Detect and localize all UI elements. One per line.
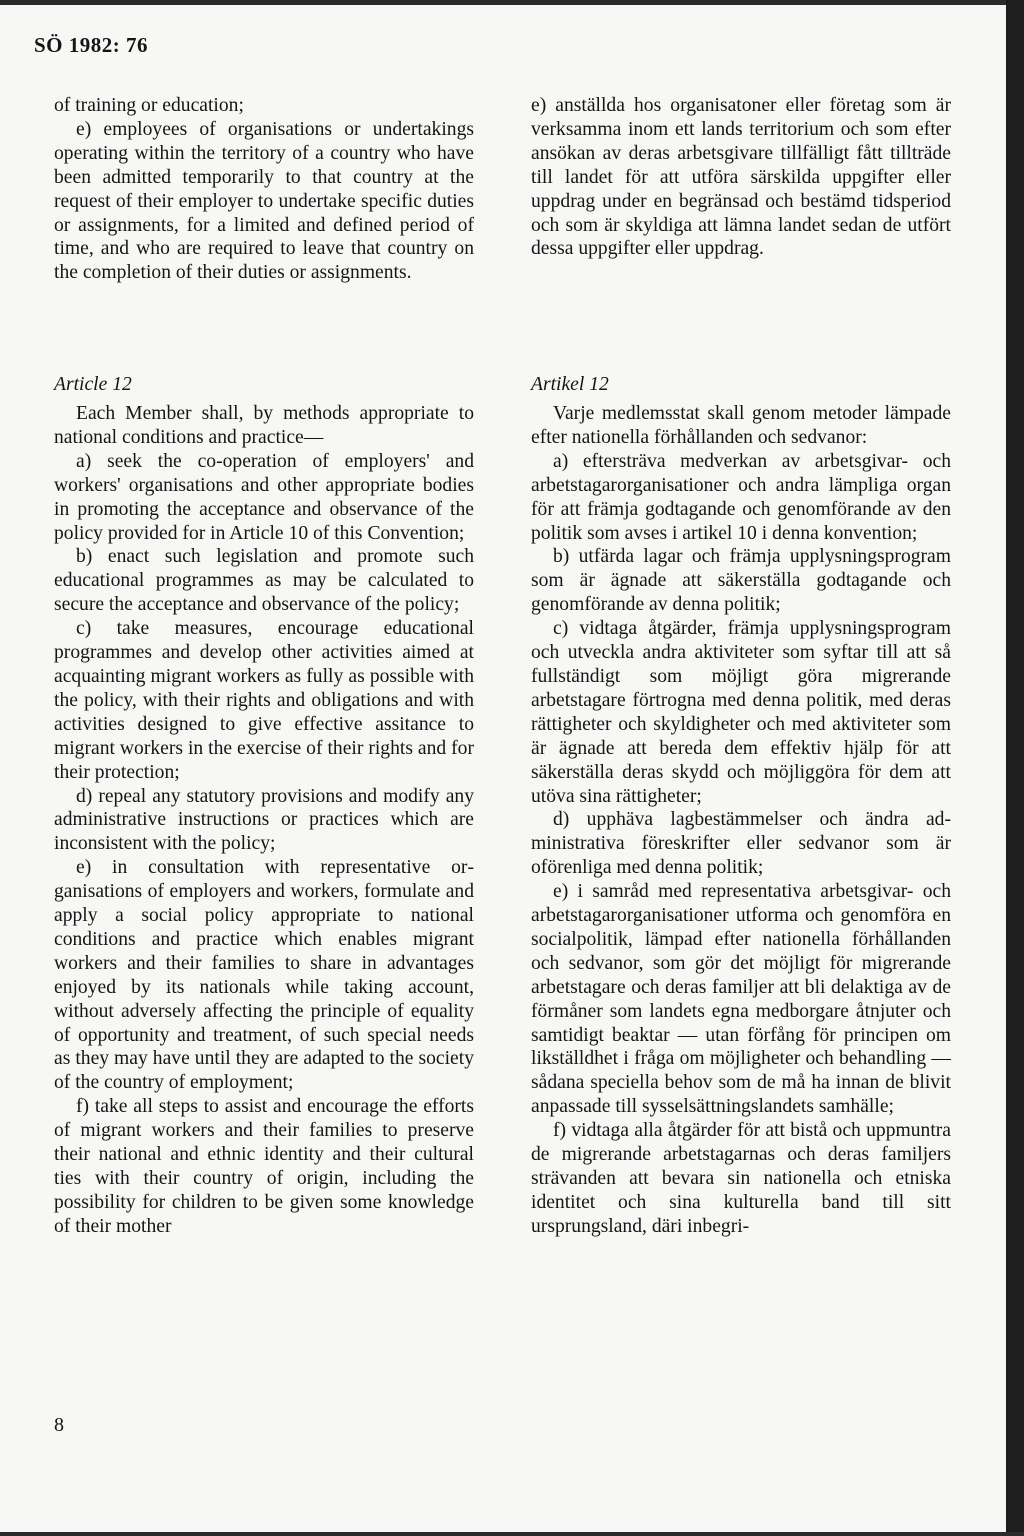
english-paragraph: Each Member shall, by methods appropriate to national conditions and practice— [54,403,474,448]
english-paragraph: d) repeal any statutory provisions and modify any administrative instructions or practices which are inconsistent with the policy; [54,785,474,855]
running-head: SÖ 1982: 76 [34,33,149,57]
swedish-paragraph: a) eftersträva medverkan av arbetsgivar- och arbetstagarorganisationer och andra lämpliga organ för att främja godtagande och genomförande av den politik som avses i artikel 10 i denna konvention; [531,450,951,544]
english-paragraph: of training or education; [54,95,244,116]
swedish-paragraph: Varje medlemsstat skall genom metoder lämpade efter nationella förhållanden och sedvanor: [531,403,951,448]
swedish-top-text [531,94,951,261]
page-number: 8 [54,1414,64,1436]
scan-right-edge [1006,0,1024,1536]
english-top-text [54,94,474,285]
swedish-paragraph: c) vidtaga åtgärder, främja upplysningsprogram och utveckla andra aktiviteter som syftar till att så fullständigt som möjligt göra migrerande arbetstagare förtrogna med denna politik, med deras rättigheter och skyldigheter och med aktiviteter som är ägnade att bereda dem effektiv hjälp för att säkerställa deras skydd och möjliggöra för dem att utöva sina rättigheter; [531,618,951,807]
swedish-paragraph: d) upphäva lagbestämmelser och ändra administrativa föreskrifter eller sedvanor som är oförenliga med denna politik; [531,809,951,879]
swedish-article-body [531,402,951,1239]
english-paragraph: b) enact such legislation and promote such educational programmes as may be calculated to secure the acceptance and observance of the policy; [54,546,474,616]
swedish-paragraph: b) utfärda lagar och främja upplysningsprogram som är ägnade att säkerställa godtagande och genomförande av denna politik; [531,546,951,616]
english-article-body [54,402,474,1239]
english-paragraph: c) take measures, encourage educational programmes and develop other activities aimed at acquainting migrant workers as fully as possible with the policy, with their rights and obligations and with activities designed to give effective assitance to migrant workers in the exercise of their rights and for their protection; [54,618,474,783]
english-paragraph: e) employees of organisations or undertakings operating within the territory of a country who have been admitted temporarily to that country at the request of their employer to undertake specific duties or assignments, for a limited and defined period of time, and who are required to leave that country on the completion of their duties or assignments. [54,118,474,284]
swedish-article-heading: Artikel 12 [531,374,609,395]
swedish-paragraph: e) anställda hos organisatoner eller företag som är verksamma inom ett lands territorium och som efter ansökan av deras arbetsgivare tillfälligt fått tillträde till landet för att utföra särskilda uppgifter eller uppdrag under en begränsad och bestämd tidsperiod och som är skyldiga att lämna landet sedan de utfört dessa uppgifter eller uppdrag. [531,95,951,260]
english-paragraph: f) take all steps to assist and encourage the efforts of migrant workers and their families to preserve their national and ethnic identity and their cultural ties with their country of origin, including the possibility for children to be given some knowledge of their mother [54,1096,474,1237]
swedish-paragraph: f) vidtaga alla åtgärder för att bistå och uppmuntra de migrerande arbetstagarnas och deras familjers strävanden att bevara sin nationella och etniska identitet och sina kulturella band till sitt ursprungsland, däri inbegri- [531,1120,951,1237]
scan-bottom-edge [0,1532,1024,1536]
swedish-paragraph: e) i samråd med representativa arbetsgivar- och arbetstagarorganisationer utforma och genomföra en socialpolitik, lämpad efter nationella förhållanden och sedvanor, som gör det möjligt för migrerande arbetstagare och deras familjer att bli delaktiga av de förmåner som landets egna medborgare åtnjuter och samtidigt beaktar — utan förfång för principen om likställdhet i fråga om möjligheter och behandling — sådana speciella behov som de må ha innan de blivit anpassade till sysselsättningslandets samhälle; [531,881,951,1118]
english-article-heading: Article 12 [54,374,132,395]
english-paragraph: a) seek the co-operation of employers' and workers' organisations and other appropriate bodies in promoting the acceptance and observance of the policy provided for in Article 10 of this Convention; [54,450,474,544]
scan-top-edge [0,0,1024,5]
english-paragraph: e) in consultation with representative organisations of employers and workers, formulate and apply a social policy appropriate to national conditions and practice which enables migrant workers and their families to share in advantages enjoyed by its nationals while taking account, without adversely affecting the principle of equality of opportunity and treatment, of such special needs as they may have until they are adapted to the society of the country of employment; [54,857,474,1094]
